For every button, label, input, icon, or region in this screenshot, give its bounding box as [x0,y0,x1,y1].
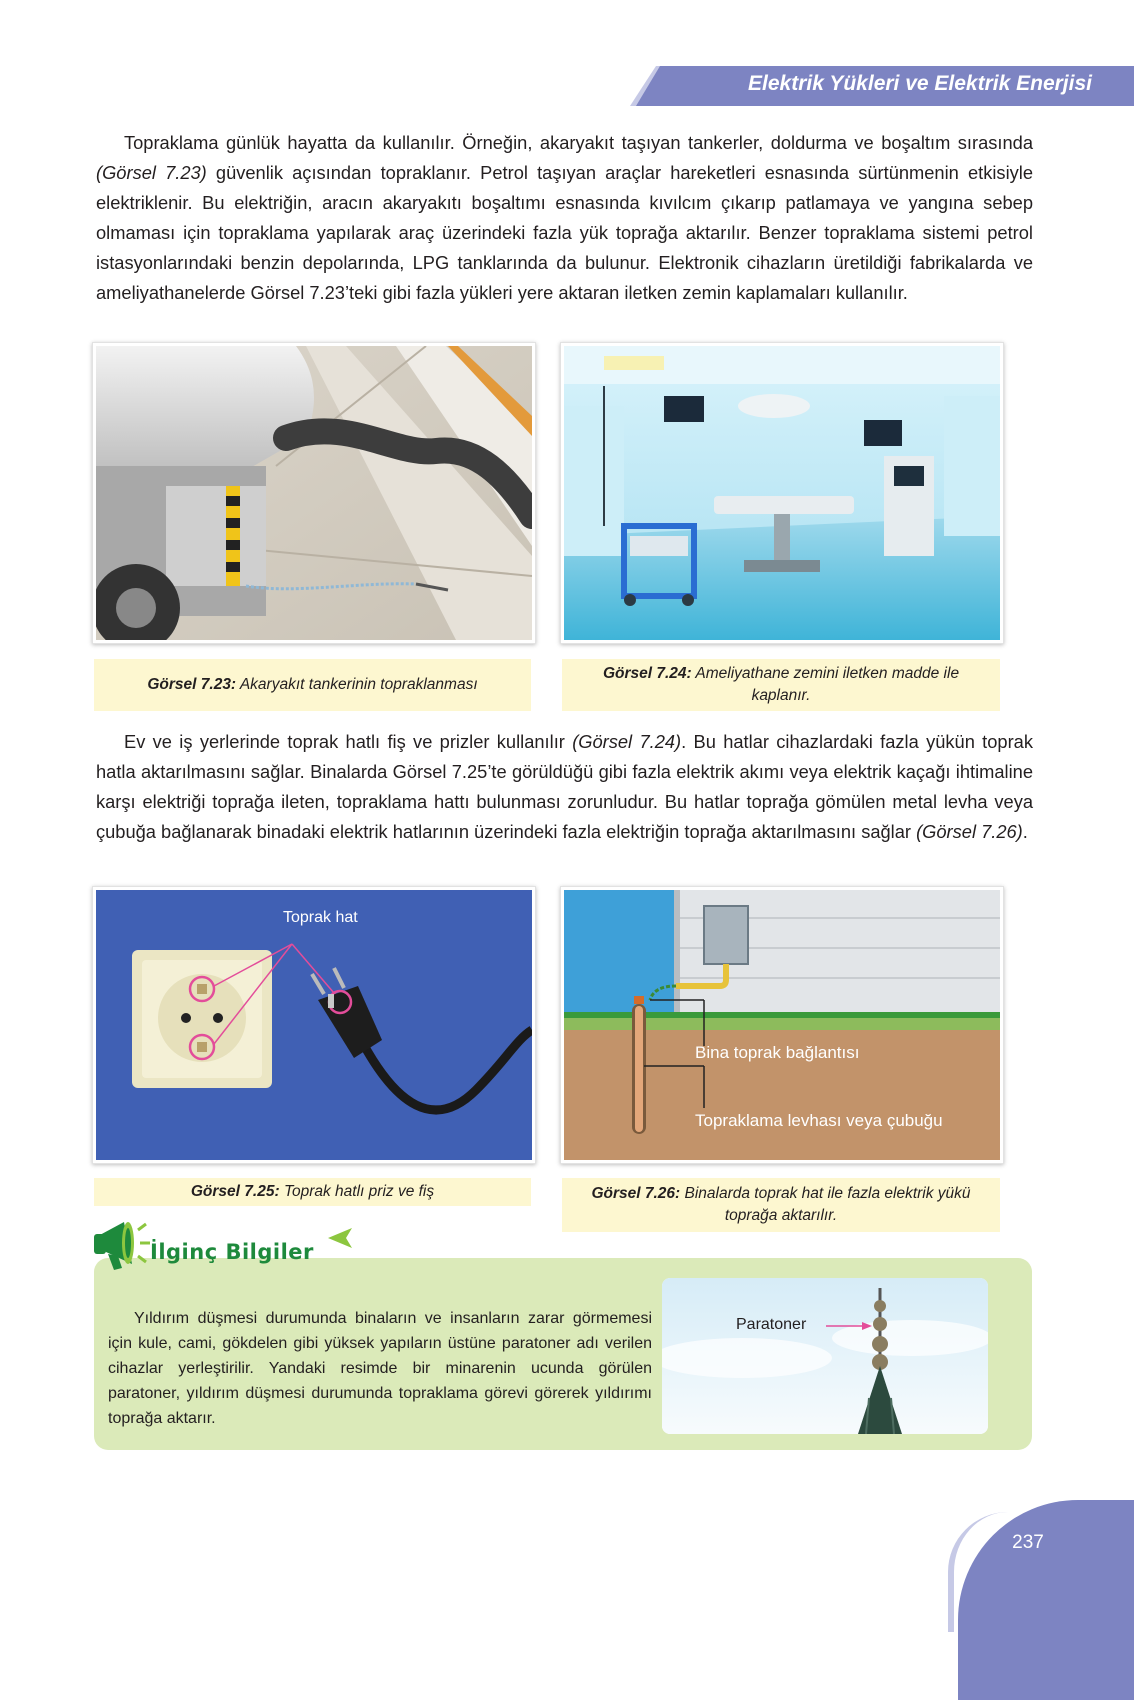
annotation-ground-line: Toprak hat [283,909,358,926]
caption-text: Akaryakıt tankerinin topraklanması [239,676,478,693]
page-number: 237 [1012,1532,1044,1553]
photo-building-grounding [560,886,1004,1164]
caption-label: Görsel 7.25: [190,1183,280,1200]
paragraph-1-text-b: güvenlik açısından topraklanır. Petrol taşıyan araçlar hareketleri esnasında sürtünmenin etkisiyle elektriklenir. Bu elektriğin, aracın akaryakıtı boşaltımı esnasında kıvılcım çıkarıp patlamaya ve yangına sebep olmaması için topraklama yapılarak araç üzerindeki fazla yük toprağa aktarılır. Benzer topraklama sistemi petrol istasyonlarındaki benzin depolarında, LPG tanklarında da bulunur. Elektronik cihazların üretildiği fabrikalarda ve ameliyathanelerde Görsel 7.23’teki gibi fazla yükleri yere aktaran iletken zemin kaplamaları kullanılır. [96,162,1033,303]
operating-room-illustration [564,346,1000,640]
figure-reference: (Görsel 7.23) [96,162,207,183]
paragraph-2-text-b: . Bu hatlar cihazlardaki fazla yükün toprak hatla aktarılmasını sağlar. Binalarda Görsel 7.25’te görüldüğü gibi fazla elektrik akımı veya elektrik kaçağı ihtimaline karşı elektriği toprağa ileten, topraklama hattı bulunması zorunludur. Bu hatlar toprağa gömülen metal levha veya çubuğa bağlanarak binadaki elektrik hatlarının üzerindeki fazla elektriğin toprağa aktarılmasını sağlar [96,731,1033,842]
photo-tanker-grounding [92,342,536,644]
photo-grounded-socket-plug [92,886,536,1164]
caption-text: Binalarda toprak hat ile fazla elektrik yükü toprağa aktarılır. [684,1185,971,1224]
caption-figure-7-25 [94,1178,531,1206]
photo-lightning-rod [662,1278,988,1434]
caption-text: Ameliyathane zemini iletken madde ile kaplanır. [695,665,960,704]
info-box-text [108,1306,652,1431]
info-box-title: İlginç Bilgiler [150,1240,314,1264]
page-corner-accent [948,1512,1014,1632]
caption-figure-7-26 [562,1178,1000,1232]
paragraph-1 [96,128,1033,308]
photo-operating-room [560,342,1004,644]
paragraph-2-text-a: Ev ve iş yerlerinde toprak hatlı fiş ve prizler kullanılır [124,731,573,752]
info-box-paragraph: Yıldırım düşmesi durumunda binaların ve insanların zarar görmemesi için kule, cami, gökdelen gibi yüksek yapıların üstüne paratoner adı verilen cihazlar yerleştirilir. Yandaki resimde bir minarenin ucunda görülen paratoner, yıldırım düşmesi durumunda topraklama görevi görerek yıldırımı toprağa aktarır. [108,1310,652,1427]
caption-label: Görsel 7.24: [602,665,692,682]
caption-figure-7-23 [94,659,531,711]
figure-reference: (Görsel 7.24) [572,731,682,752]
caption-label: Görsel 7.23: [147,676,237,693]
paragraph-1-text-a: Topraklama günlük hayatta da kullanılır. Örneğin, akaryakıt taşıyan tankerler, doldurma ve boşaltım sırasında [124,132,1033,153]
annotation-building-ground-connection: Bina toprak bağlantısı [695,1043,860,1062]
arrow-decoration-icon [326,1226,356,1250]
chapter-title: Elektrik Yükleri ve Elektrik Enerjisi [748,72,1092,95]
paragraph-2 [96,727,1033,847]
annotation-lightning-rod: Paratoner [736,1316,807,1333]
tanker-illustration [96,346,532,640]
socket-plug-illustration [96,890,532,1160]
caption-text: Toprak hatlı priz ve fiş [283,1183,435,1200]
caption-label: Görsel 7.26: [591,1185,681,1202]
figure-reference: (Görsel 7.26) [916,821,1023,842]
paragraph-2-text-c: . [1022,821,1028,842]
caption-figure-7-24 [562,659,1000,711]
minaret-lightning-rod-illustration [662,1278,988,1434]
annotation-grounding-plate: Topraklama levhası veya çubuğu [695,1111,943,1130]
